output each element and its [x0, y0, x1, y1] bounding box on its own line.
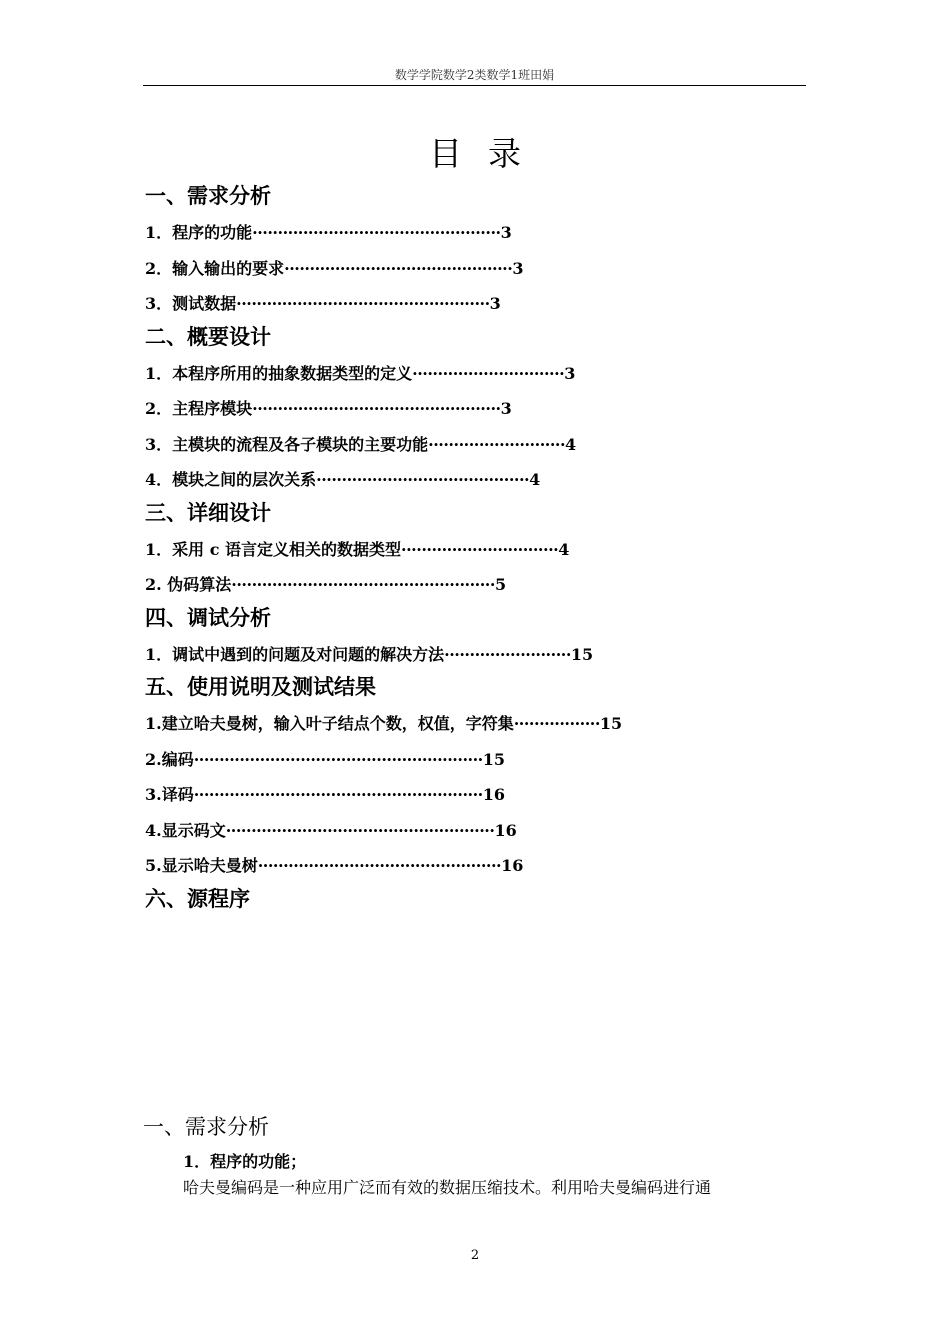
toc-entry-text: 5.显示哈夫曼树: [145, 856, 258, 875]
toc-entry-page: 16: [482, 785, 505, 804]
toc-entry[interactable]: [145, 251, 785, 287]
toc-entry[interactable]: [145, 391, 785, 427]
toc-entry-page: 15: [599, 714, 623, 733]
toc-entry[interactable]: [145, 813, 785, 849]
toc-entry-page: 3: [500, 399, 512, 418]
toc-entry-text: 1．本程序所用的抽象数据类型的定义: [145, 363, 413, 383]
toc-entry-text: 3．测试数据: [145, 294, 237, 313]
toc-entry[interactable]: [145, 777, 785, 813]
toc-entry-page: 16: [501, 856, 524, 875]
table-of-contents: [145, 181, 785, 918]
running-header: 数学学院数学2类数学1班田娟: [394, 68, 555, 82]
toc-entry[interactable]: [145, 286, 785, 322]
toc-entry-leader: ····················································: [231, 575, 495, 594]
toc-entry-text: 3.译码: [145, 785, 194, 804]
toc-entry-leader: ················································: [257, 856, 502, 875]
toc-entry-leader: ·························································: [193, 749, 483, 769]
toc-entry-text: 1．程序的功能: [145, 223, 253, 242]
toc-entry-text: 1．调试中遇到的问题及对问题的解决方法: [145, 644, 445, 664]
toc-entry-page: 5: [494, 575, 507, 594]
toc-entry-leader: ·················: [513, 714, 600, 733]
toc-entry-leader: ·················································: [252, 223, 501, 242]
toc-entry-text: 4．模块之间的层次关系: [145, 470, 317, 489]
toc-entry[interactable]: [145, 706, 785, 742]
toc-entry-text: 4.显示码文: [145, 820, 226, 840]
toc-section-title: 五、使用说明及测试结果: [145, 675, 376, 699]
toc-entry-page: 15: [482, 749, 505, 769]
toc-entry-text: 3．主模块的流程及各子模块的主要功能: [145, 434, 429, 454]
toc-entry-leader: ·················································: [252, 399, 501, 418]
toc-entry-leader: ·······························: [401, 539, 559, 559]
toc-entry-leader: ······························: [412, 363, 565, 383]
toc-entry-page: 3: [489, 294, 501, 313]
toc-entry-page: 16: [494, 820, 517, 840]
toc-entry-page: 4: [529, 470, 541, 489]
toc-entry-page: 3: [564, 363, 576, 383]
toc-entry-page: 4: [565, 434, 577, 454]
toc-entry-leader: ·····················································: [225, 820, 495, 840]
toc-entry[interactable]: [145, 742, 785, 778]
toc-entry[interactable]: [145, 567, 785, 603]
toc-entry-leader: ···························: [428, 434, 566, 454]
toc-entry-page: 15: [570, 644, 594, 664]
toc-entry[interactable]: [145, 532, 785, 568]
toc-entry-leader: ·············································: [284, 258, 513, 278]
body-paragraph: 哈夫曼编码是一种应用广泛而有效的数据压缩技术。利用哈夫曼编码进行通: [183, 1178, 712, 1197]
toc-entry[interactable]: [145, 356, 785, 392]
toc-entry-text: 2．主程序模块: [145, 399, 253, 418]
toc-entry-leader: ·························································: [193, 785, 483, 804]
toc-section-title: 二、概要设计: [145, 324, 271, 349]
toc-entry-leader: ··········································: [316, 470, 530, 489]
toc-section-title: 一、需求分析: [145, 184, 271, 208]
page-number: 2: [470, 1248, 480, 1263]
toc-entry-leader: ·························: [444, 644, 571, 664]
toc-entry[interactable]: [145, 637, 785, 673]
toc-entry-text: 1.建立哈夫曼树，输入叶子结点个数，权值，字符集: [145, 714, 514, 733]
toc-title: 目录: [429, 134, 547, 173]
body-subheading: 1．程序的功能；: [183, 1152, 307, 1171]
toc-entry-text: 2.编码: [145, 749, 194, 769]
toc-entry-leader: ··················································: [236, 294, 490, 313]
toc-entry[interactable]: [145, 848, 785, 884]
toc-entry[interactable]: [145, 215, 785, 251]
header-rule: [143, 85, 806, 86]
toc-entry-page: 3: [512, 258, 524, 278]
toc-entry-text: 2．输入输出的要求: [145, 258, 285, 278]
body-section-heading: 一、需求分析: [143, 1115, 269, 1139]
toc-entry-text: 1．采用 c 语言定义相关的数据类型: [145, 539, 402, 559]
toc-entry-page: 4: [558, 539, 570, 559]
toc-entry-page: 3: [500, 223, 512, 242]
toc-entry[interactable]: [145, 462, 785, 498]
toc-section-title: 三、详细设计: [145, 500, 271, 525]
toc-section-title: 四、调试分析: [145, 605, 271, 630]
toc-section-title: 六、源程序: [145, 886, 250, 911]
toc-entry-text: 2. 伪码算法: [145, 575, 232, 594]
toc-entry[interactable]: [145, 427, 785, 463]
